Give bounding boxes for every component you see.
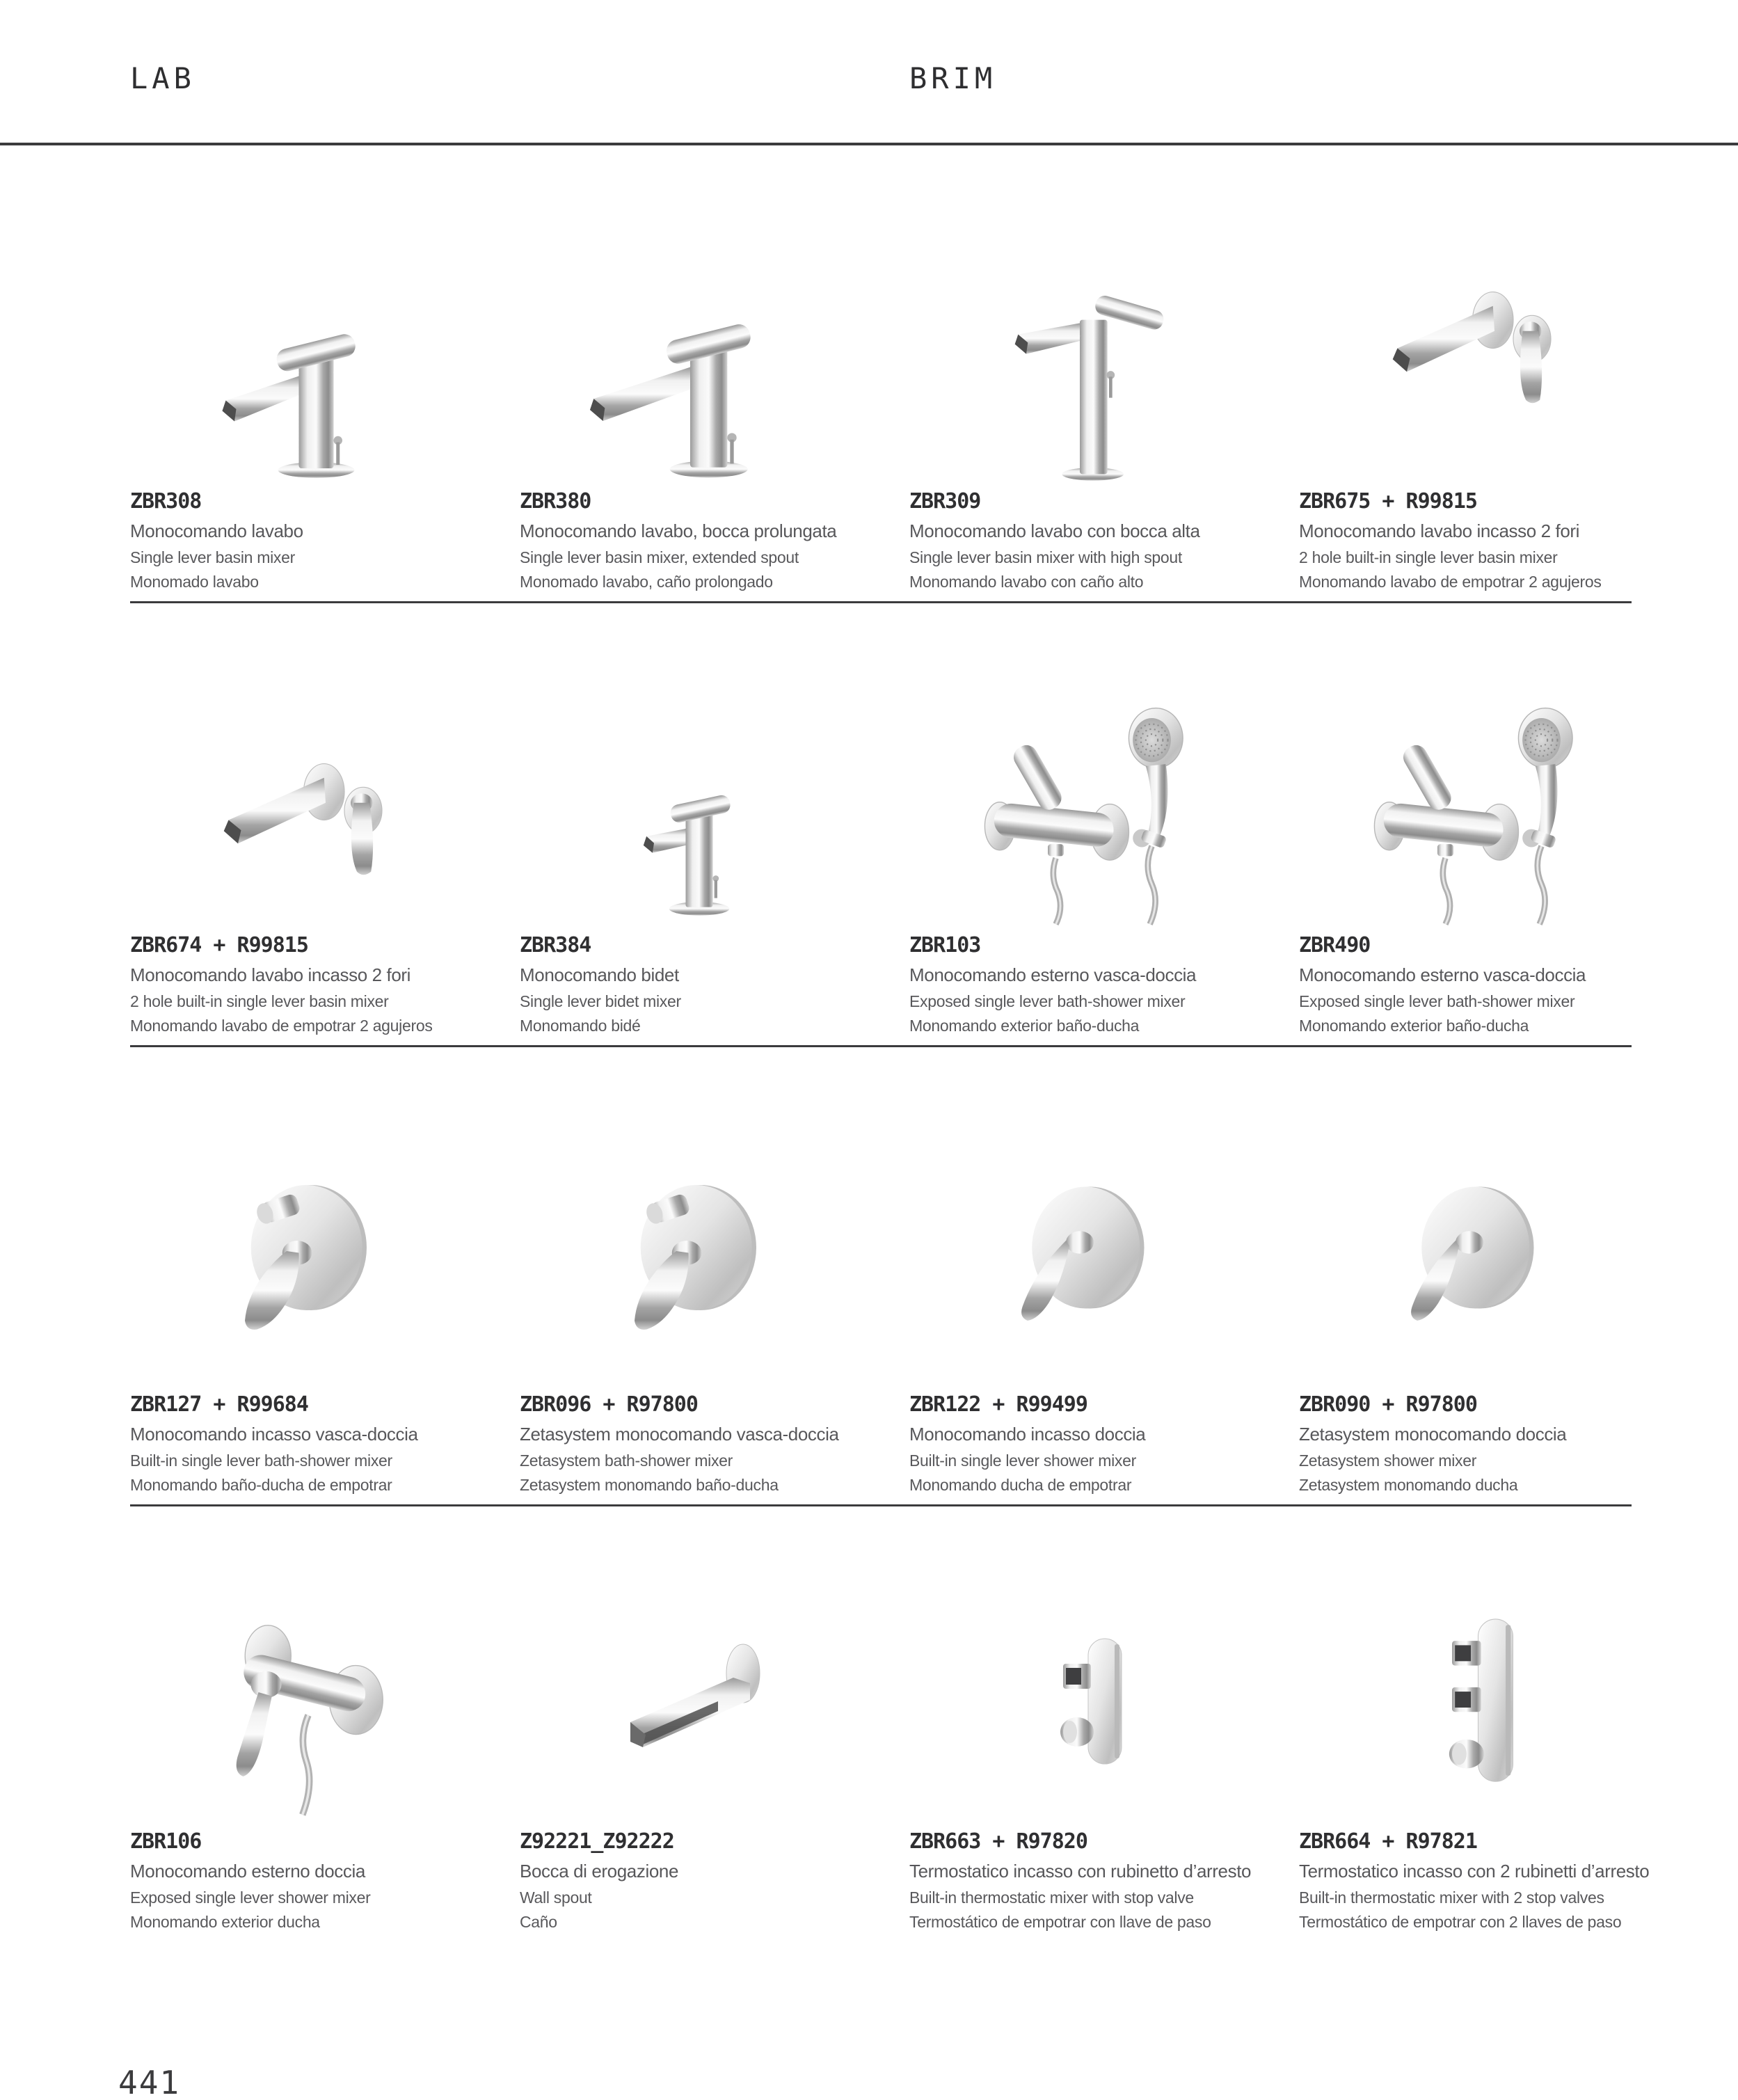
product-code: ZBR309 [909,489,981,514]
product-desc-es: Zetasystem monomando ducha [1299,1476,1518,1494]
product-photo [520,676,909,926]
product-desc-en: Single lever basin mixer, extended spout [520,548,799,566]
product-desc-es: Monomando bidé [520,1017,641,1035]
product-desc-es: Caño [520,1913,557,1931]
bidet-mixer-illustration [600,690,781,919]
product-desc-es: Monomado lavabo [130,573,259,591]
product-photo [130,1579,520,1822]
round-plate-diverter-illustration [196,1150,405,1359]
product-desc-it: Monocomando lavabo, bocca prolungata [520,520,837,541]
wall-basin-mixer-illustration [1320,239,1619,427]
product-desc-es: Monomando exterior baño-ducha [909,1017,1140,1035]
exposed-shower-mixer-illustration [182,1593,419,1822]
product-code: ZBR384 [520,933,591,957]
basin-mixer-extended-spout-illustration [579,260,802,482]
product-desc-it: Termostatico incasso con 2 rubinetti d’arresto [1299,1861,1650,1882]
product-desc-es: Monomando baño-ducha de empotrar [130,1476,392,1494]
product-desc-en: Wall spout [520,1888,592,1907]
product-photo [130,1142,520,1385]
page-number: 441 [118,2064,181,2100]
product-photo [520,197,909,482]
product-desc-it: Monocomando esterno vasca-doccia [909,964,1197,985]
product-code: ZBR106 [130,1829,202,1854]
product-desc-en: Built-in single lever bath-shower mixer [130,1451,392,1470]
product-desc-en: Single lever basin mixer with high spout [909,548,1182,566]
round-plate-lever-illustration [975,1150,1184,1359]
product-code: ZBR308 [130,489,202,514]
product-desc-it: Monocomando lavabo [130,520,303,541]
product-code: ZBR122 + R99499 [909,1392,1087,1417]
product-row-1 [130,145,1738,591]
product-photo [520,1142,909,1385]
product-card [520,1506,909,1932]
product-row-3 [130,1047,1738,1495]
thermostatic-plate-two-valves-illustration [1382,1582,1556,1815]
product-card [130,1047,520,1495]
product-card [1299,603,1689,1035]
wall-spout-illustration [575,1614,805,1781]
product-photo [130,197,520,482]
product-desc-it: Zetasystem monocomando doccia [1299,1424,1567,1445]
product-desc-it: Bocca di erogazione [520,1861,678,1882]
product-photo [909,197,1299,482]
product-desc-en: Zetasystem bath-shower mixer [520,1451,733,1470]
product-desc-it: Monocomando lavabo incasso 2 fori [130,964,411,985]
product-desc-it: Monocomando esterno vasca-doccia [1299,964,1586,985]
product-card [909,145,1299,591]
product-desc-es: Termostático de empotrar con 2 llaves de paso [1299,1913,1622,1931]
product-desc-it: Monocomando incasso doccia [909,1424,1146,1445]
product-photo [1299,1142,1689,1385]
product-desc-it: Monocomando lavabo incasso 2 fori [1299,520,1580,541]
product-desc-en: Built-in thermostatic mixer with stop valve [909,1888,1194,1907]
collection-title-right: BRIM [909,61,997,95]
product-code: ZBR090 + R97800 [1299,1392,1477,1417]
product-photo [130,676,520,926]
product-desc-es: Monomando ducha de empotrar [909,1476,1132,1494]
product-desc-en: 2 hole built-in single lever basin mixer [130,992,389,1010]
product-card [1299,1506,1689,1932]
bath-shower-mixer-illustration [1320,686,1619,926]
product-desc-en: Built-in single lever shower mixer [909,1451,1136,1470]
product-card [130,1506,520,1932]
product-card [520,1047,909,1495]
product-row-2 [130,603,1738,1035]
product-code: ZBR675 + R99815 [1299,489,1477,514]
product-photo [909,676,1299,926]
product-desc-en: Single lever bidet mixer [520,992,681,1010]
product-desc-en: Exposed single lever bath-shower mixer [909,992,1186,1010]
product-code: ZBR096 + R97800 [520,1392,698,1417]
product-grid [0,145,1738,1932]
product-card [520,145,909,591]
product-desc-it: Monocomando incasso vasca-doccia [130,1424,418,1445]
product-desc-es: Monomando exterior baño-ducha [1299,1017,1529,1035]
product-desc-en: Zetasystem shower mixer [1299,1451,1477,1470]
product-code: ZBR664 + R97821 [1299,1829,1477,1854]
product-desc-en: 2 hole built-in single lever basin mixer [1299,548,1558,566]
round-plate-diverter-illustration [586,1150,795,1359]
product-code: ZBR490 [1299,933,1371,957]
product-desc-it: Monocomando esterno doccia [130,1861,365,1882]
product-desc-es: Monomando lavabo de empotrar 2 agujeros [1299,573,1602,591]
product-desc-it: Monocomando bidet [520,964,679,985]
product-desc-en: Exposed single lever shower mixer [130,1888,371,1907]
product-photo [1299,197,1689,482]
basin-mixer-high-spout-illustration [982,204,1177,482]
thermostatic-plate-one-valve-illustration [996,1607,1163,1788]
round-plate-lever-illustration [1365,1150,1574,1359]
product-code: Z92221_Z92222 [520,1829,674,1854]
product-photo [909,1142,1299,1385]
product-photo [909,1579,1299,1822]
page-header [0,0,1738,95]
product-desc-en: Single lever basin mixer [130,548,295,566]
product-desc-it: Monocomando lavabo con bocca alta [909,520,1200,541]
product-code: ZBR674 + R99815 [130,933,308,957]
product-desc-es: Monomando lavabo de empotrar 2 agujeros [130,1017,433,1035]
product-card [520,603,909,1035]
product-row-4 [130,1506,1738,1932]
product-code: ZBR380 [520,489,591,514]
product-card [909,1047,1299,1495]
product-card [909,603,1299,1035]
bath-shower-mixer-illustration [930,686,1229,926]
product-desc-it: Termostatico incasso con rubinetto d’arresto [909,1861,1252,1882]
product-desc-es: Monomado lavabo, caño prolongado [520,573,773,591]
product-desc-es: Monomando lavabo con caño alto [909,573,1144,591]
product-desc-es: Monomando exterior ducha [130,1913,320,1931]
product-card [130,603,520,1035]
product-photo [1299,676,1689,926]
product-code: ZBR127 + R99684 [130,1392,308,1417]
product-desc-en: Built-in thermostatic mixer with 2 stop valves [1299,1888,1604,1907]
collection-title-left: LAB [130,61,196,95]
product-desc-en: Exposed single lever bath-shower mixer [1299,992,1575,1010]
product-code: ZBR663 + R97820 [909,1829,1087,1854]
product-photo [520,1579,909,1822]
product-code: ZBR103 [909,933,981,957]
product-card [909,1506,1299,1932]
product-card [1299,1047,1689,1495]
product-photo [1299,1579,1689,1822]
product-desc-es: Zetasystem monomando baño-ducha [520,1476,779,1494]
basin-mixer-illustration [196,253,405,482]
product-desc-it: Zetasystem monocomando vasca-doccia [520,1424,839,1445]
product-card [1299,145,1689,591]
wall-basin-mixer-illustration [151,710,450,898]
product-card [130,145,520,591]
product-desc-es: Termostático de empotrar con llave de paso [909,1913,1211,1931]
